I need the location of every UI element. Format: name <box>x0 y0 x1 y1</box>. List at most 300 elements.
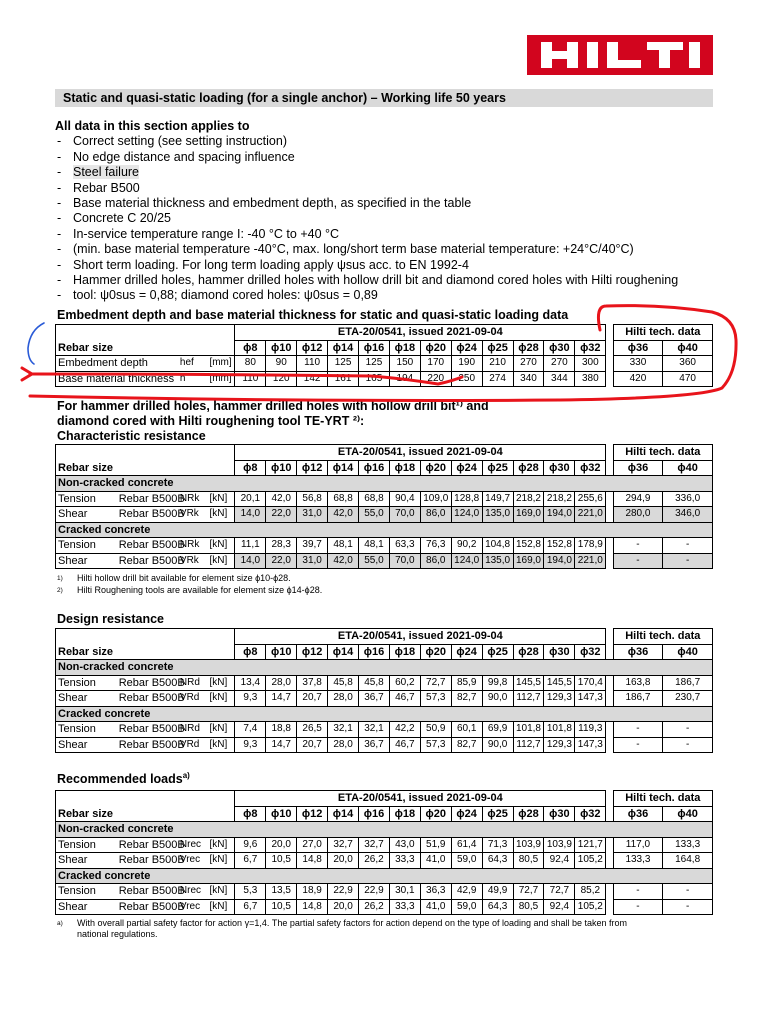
row-label: Base material thickness <box>56 371 178 387</box>
subheader-row <box>56 660 713 676</box>
load-type: Shear <box>56 737 117 753</box>
value-cell: 59,0 <box>451 899 482 915</box>
value-cell: 336,0 <box>663 491 713 507</box>
intro-item: - No edge distance and spacing influence <box>55 150 735 165</box>
spacer <box>606 806 613 822</box>
value-cell: - <box>613 538 663 554</box>
table-row <box>56 675 713 691</box>
hilti-tech-header: Hilti tech. data <box>613 629 712 645</box>
value-cell: 26,2 <box>359 853 390 869</box>
value-cell: 55,0 <box>359 507 390 523</box>
value-cell: 36,7 <box>359 691 390 707</box>
rebar-type: Rebar B500B <box>118 676 185 689</box>
value-cell: 10,5 <box>266 853 297 869</box>
size-header: ϕ18 <box>389 340 420 356</box>
value-cell: 41,0 <box>420 899 451 915</box>
value-cell: - <box>613 722 663 738</box>
symbol: hef <box>178 356 208 372</box>
cracked-label: Cracked concrete <box>56 522 713 538</box>
value-cell: 194,0 <box>544 553 575 569</box>
rebar-type: Rebar B500B <box>118 492 185 505</box>
unit: [mm] <box>207 356 234 372</box>
unit: [kN] <box>207 899 234 915</box>
rebar-type: Rebar B500B <box>118 854 185 867</box>
rebar-size-label: Rebar size <box>56 460 235 476</box>
size-header: ϕ14 <box>328 460 359 476</box>
value-cell: 194,0 <box>544 507 575 523</box>
embedment-table <box>55 324 713 387</box>
size-header: ϕ25 <box>482 340 513 356</box>
spacer <box>606 538 613 554</box>
value-cell: 41,0 <box>420 853 451 869</box>
value-cell: 43,0 <box>389 837 420 853</box>
value-cell: 85,2 <box>575 884 606 900</box>
size-header: ϕ10 <box>266 340 297 356</box>
size-header: ϕ18 <box>389 644 420 660</box>
value-cell: 186,7 <box>663 675 713 691</box>
subheader-row <box>56 476 713 492</box>
non-cracked-label: Non-cracked concrete <box>56 660 713 676</box>
value-cell: 42,0 <box>328 553 359 569</box>
value-cell: 270 <box>513 356 544 372</box>
unit: [kN] <box>207 837 234 853</box>
value-cell: 117,0 <box>613 837 663 853</box>
value-cell: 72,7 <box>513 884 544 900</box>
value-cell: 5,3 <box>235 884 266 900</box>
value-cell: - <box>663 722 713 738</box>
value-cell: 37,8 <box>297 675 328 691</box>
eta-header: ETA-20/0541, issued 2021-09-04 <box>235 445 606 461</box>
spacer <box>606 837 613 853</box>
rebar-type: Rebar B500B <box>118 554 185 567</box>
value-cell: 20,0 <box>328 899 359 915</box>
value-cell: 57,3 <box>420 691 451 707</box>
table-row <box>56 722 713 738</box>
value-cell: 14,7 <box>266 737 297 753</box>
value-cell: 218,2 <box>513 491 544 507</box>
value-cell: 186,7 <box>613 691 663 707</box>
empty-cell <box>56 791 235 807</box>
size-header: ϕ25 <box>482 460 513 476</box>
size-header: ϕ12 <box>297 644 328 660</box>
value-cell: 45,8 <box>359 675 390 691</box>
size-header: ϕ20 <box>420 806 451 822</box>
rebar-type: Rebar B500B <box>118 539 185 552</box>
value-cell: 39,7 <box>297 538 328 554</box>
value-cell: 470 <box>663 371 713 387</box>
value-cell: 230,7 <box>663 691 713 707</box>
value-cell: 42,9 <box>451 884 482 900</box>
size-header: ϕ10 <box>266 460 297 476</box>
table-row <box>56 553 713 569</box>
table-row <box>56 899 713 915</box>
intro-block <box>55 119 735 304</box>
value-cell: 32,1 <box>328 722 359 738</box>
unit: [mm] <box>207 371 234 387</box>
value-cell: 18,9 <box>297 884 328 900</box>
size-header: ϕ32 <box>575 644 606 660</box>
cracked-label: Cracked concrete <box>56 706 713 722</box>
value-cell: 82,7 <box>451 737 482 753</box>
value-cell: 360 <box>663 356 713 372</box>
value-cell: 32,7 <box>328 837 359 853</box>
value-cell: 90,2 <box>451 538 482 554</box>
symbol: VRk <box>178 507 208 523</box>
value-cell: 42,0 <box>266 491 297 507</box>
symbol: NRd <box>178 722 208 738</box>
value-cell: 36,7 <box>359 737 390 753</box>
spacer <box>606 371 613 387</box>
value-cell: 33,3 <box>389 899 420 915</box>
design-title: Design resistance <box>57 612 164 626</box>
value-cell: 145,5 <box>544 675 575 691</box>
rebar-size-row <box>56 806 713 822</box>
value-cell: 133,3 <box>613 853 663 869</box>
value-cell: 218,2 <box>544 491 575 507</box>
value-cell: 169,0 <box>513 553 544 569</box>
size-header: ϕ40 <box>663 806 713 822</box>
value-cell: 112,7 <box>513 691 544 707</box>
value-cell: 161 <box>328 371 359 387</box>
table-row <box>56 507 713 523</box>
unit: [kN] <box>207 675 234 691</box>
value-cell: 31,0 <box>297 553 328 569</box>
value-cell: 194 <box>389 371 420 387</box>
value-cell: 70,0 <box>389 507 420 523</box>
value-cell: 300 <box>575 356 606 372</box>
value-cell: 190 <box>451 356 482 372</box>
value-cell: 30,1 <box>389 884 420 900</box>
unit: [kN] <box>207 553 234 569</box>
value-cell: 119,3 <box>575 722 606 738</box>
value-cell: 133,3 <box>663 837 713 853</box>
symbol: Vrec <box>178 853 208 869</box>
value-cell: 221,0 <box>575 507 606 523</box>
size-header: ϕ28 <box>513 806 544 822</box>
size-header: ϕ8 <box>235 460 266 476</box>
spacer <box>606 553 613 569</box>
value-cell: 14,8 <box>297 853 328 869</box>
size-header: ϕ12 <box>297 460 328 476</box>
value-cell: 135,0 <box>482 507 513 523</box>
value-cell: 32,7 <box>359 837 390 853</box>
value-cell: 380 <box>575 371 606 387</box>
value-cell: 20,0 <box>328 853 359 869</box>
value-cell: 129,3 <box>544 737 575 753</box>
value-cell: 46,7 <box>389 691 420 707</box>
size-header: ϕ40 <box>663 460 713 476</box>
size-header: ϕ32 <box>575 806 606 822</box>
value-cell: 86,0 <box>420 507 451 523</box>
load-type: Tension <box>56 538 117 554</box>
eta-header: ETA-20/0541, issued 2021-09-04 <box>235 791 606 807</box>
rebar-size-row <box>56 460 713 476</box>
value-cell: 294,9 <box>613 491 663 507</box>
subheader-row <box>56 868 713 884</box>
footnote-mark: 2) <box>57 587 63 594</box>
value-cell: 125 <box>328 356 359 372</box>
size-header: ϕ16 <box>359 460 390 476</box>
size-header: ϕ36 <box>613 340 663 356</box>
footnote-a <box>57 918 628 932</box>
value-cell: 68,8 <box>328 491 359 507</box>
size-header: ϕ12 <box>297 340 328 356</box>
rebar-size-row <box>56 644 713 660</box>
value-cell: 120 <box>266 371 297 387</box>
symbol: Vrec <box>178 899 208 915</box>
symbol: h <box>178 371 208 387</box>
load-type: Tension <box>56 675 117 691</box>
value-cell: 124,0 <box>451 507 482 523</box>
size-header: ϕ18 <box>389 806 420 822</box>
blue-ink-arc <box>28 323 44 364</box>
spacer <box>606 507 613 523</box>
value-cell: 7,4 <box>235 722 266 738</box>
spacer <box>606 791 613 807</box>
symbol: VRk <box>178 553 208 569</box>
size-header: ϕ24 <box>451 340 482 356</box>
symbol: NRk <box>178 491 208 507</box>
intro-item <box>55 165 735 180</box>
value-cell: 255,6 <box>575 491 606 507</box>
empty-cell <box>56 445 235 461</box>
value-cell: 42,0 <box>328 507 359 523</box>
value-cell: 13,5 <box>266 884 297 900</box>
intro-item: - Base material thickness and embedment depth, as specified in the table <box>55 196 735 211</box>
value-cell: 56,8 <box>297 491 328 507</box>
value-cell: 150 <box>389 356 420 372</box>
red-arrow <box>22 368 32 380</box>
footnote-mark: 1) <box>57 575 63 582</box>
rebar-type: Rebar B500B <box>118 838 185 851</box>
unit: [kN] <box>207 853 234 869</box>
value-cell: 20,7 <box>297 691 328 707</box>
eta-header-row <box>56 445 713 461</box>
value-cell: 60,1 <box>451 722 482 738</box>
value-cell: 152,8 <box>544 538 575 554</box>
value-cell: 28,3 <box>266 538 297 554</box>
value-cell: 129,3 <box>544 691 575 707</box>
footnote-text: Hilti Roughening tools are available for element size ϕ14-ϕ28. <box>77 585 323 595</box>
size-header: ϕ10 <box>266 806 297 822</box>
value-cell: 72,7 <box>544 884 575 900</box>
table-row <box>56 837 713 853</box>
value-cell: 178,9 <box>575 538 606 554</box>
value-cell: 135,0 <box>482 553 513 569</box>
rebar-type: Rebar B500B <box>118 723 185 736</box>
spacer <box>606 722 613 738</box>
eta-header-row <box>56 629 713 645</box>
value-cell: 250 <box>451 371 482 387</box>
footnote-text: national regulations. <box>77 929 158 939</box>
value-cell: 6,7 <box>235 899 266 915</box>
value-cell: 86,0 <box>420 553 451 569</box>
size-header: ϕ16 <box>359 340 390 356</box>
size-header: ϕ14 <box>328 644 359 660</box>
subheader-row <box>56 706 713 722</box>
load-type: Shear <box>56 899 117 915</box>
rebar-type: Rebar B500B <box>118 900 185 913</box>
value-cell: 147,3 <box>575 737 606 753</box>
intro-heading: All data in this section applies to <box>55 119 250 133</box>
intro-item: - Concrete C 20/25 <box>55 211 735 226</box>
value-cell: 14,8 <box>297 899 328 915</box>
value-cell: 420 <box>613 371 663 387</box>
hilti-logo-mark <box>527 35 713 75</box>
value-cell: 109,0 <box>420 491 451 507</box>
size-header: ϕ36 <box>613 644 663 660</box>
unit: [kN] <box>207 884 234 900</box>
value-cell: 210 <box>482 356 513 372</box>
value-cell: 90,0 <box>482 691 513 707</box>
eta-header-row <box>56 791 713 807</box>
intro-item-continued: - (min. base material temperature -40°C, max. long/short term base material temperature: +24°C/40°C) <box>55 242 735 257</box>
size-header: ϕ30 <box>544 806 575 822</box>
value-cell: 14,7 <box>266 691 297 707</box>
value-cell: 60,2 <box>389 675 420 691</box>
footnote-2 <box>57 585 323 599</box>
symbol: Nrec <box>178 837 208 853</box>
value-cell: 110 <box>235 371 266 387</box>
size-header: ϕ20 <box>420 644 451 660</box>
size-header: ϕ12 <box>297 806 328 822</box>
value-cell: 55,0 <box>359 553 390 569</box>
characteristic-title-1: For hammer drilled holes, hammer drilled holes with hollow drill bit¹⁾ and <box>57 399 489 413</box>
size-header: ϕ36 <box>613 806 663 822</box>
value-cell: 72,7 <box>420 675 451 691</box>
value-cell: 20,0 <box>266 837 297 853</box>
empty-cell <box>56 325 235 341</box>
value-cell: 170 <box>420 356 451 372</box>
size-header: ϕ10 <box>266 644 297 660</box>
intro-item: - In-service temperature range I: -40 °C to +40 °C <box>55 227 735 242</box>
spacer <box>606 356 613 372</box>
value-cell: 105,2 <box>575 853 606 869</box>
value-cell: - <box>613 884 663 900</box>
size-header: ϕ25 <box>482 806 513 822</box>
value-cell: 170,4 <box>575 675 606 691</box>
value-cell: 280,0 <box>613 507 663 523</box>
spacer <box>606 884 613 900</box>
eta-header-row <box>56 325 713 341</box>
value-cell: - <box>663 899 713 915</box>
unit: [kN] <box>207 737 234 753</box>
footnote-text: With overall partial safety factor for action γ=1,4. The partial safety factors for action depend on the type of loading and shall be taken from <box>77 918 628 928</box>
size-header: ϕ16 <box>359 644 390 660</box>
load-type: Shear <box>56 507 117 523</box>
intro-item-continued: - Hammer drilled holes, hammer drilled holes with hollow drill bit and diamond cored holes with Hilti roughening <box>55 273 735 288</box>
size-header: ϕ8 <box>235 806 266 822</box>
row-label: Embedment depth <box>56 356 178 372</box>
value-cell: 142 <box>297 371 328 387</box>
size-header: ϕ28 <box>513 460 544 476</box>
symbol: NRd <box>178 675 208 691</box>
spacer <box>606 737 613 753</box>
spacer <box>606 629 613 645</box>
value-cell: 152,8 <box>513 538 544 554</box>
size-header: ϕ20 <box>420 460 451 476</box>
size-header: ϕ24 <box>451 460 482 476</box>
value-cell: 90,4 <box>389 491 420 507</box>
rebar-type: Rebar B500B <box>118 508 185 521</box>
value-cell: 51,9 <box>420 837 451 853</box>
value-cell: 64,3 <box>482 899 513 915</box>
spacer <box>606 491 613 507</box>
spacer <box>606 340 613 356</box>
size-header: ϕ8 <box>235 340 266 356</box>
spacer <box>606 644 613 660</box>
size-header: ϕ14 <box>328 806 359 822</box>
value-cell: 6,7 <box>235 853 266 869</box>
load-type: Shear <box>56 853 117 869</box>
unit: [kN] <box>207 691 234 707</box>
size-header: ϕ20 <box>420 340 451 356</box>
eta-header: ETA-20/0541, issued 2021-09-04 <box>235 325 606 341</box>
value-cell: - <box>663 538 713 554</box>
table-row <box>56 538 713 554</box>
value-cell: 45,8 <box>328 675 359 691</box>
value-cell: 80 <box>235 356 266 372</box>
size-header: ϕ24 <box>451 644 482 660</box>
symbol: VRd <box>178 691 208 707</box>
design-table <box>55 628 713 753</box>
eta-header: ETA-20/0541, issued 2021-09-04 <box>235 629 606 645</box>
rebar-size-row <box>56 340 713 356</box>
non-cracked-label: Non-cracked concrete <box>56 476 713 492</box>
value-cell: 64,3 <box>482 853 513 869</box>
value-cell: 112,7 <box>513 737 544 753</box>
size-header: ϕ28 <box>513 340 544 356</box>
value-cell: 28,0 <box>328 691 359 707</box>
value-cell: 274 <box>482 371 513 387</box>
value-cell: 14,0 <box>235 553 266 569</box>
subheader-row <box>56 522 713 538</box>
rebar-size-label: Rebar size <box>56 644 235 660</box>
characteristic-table <box>55 444 713 569</box>
cracked-label: Cracked concrete <box>56 868 713 884</box>
value-cell: 69,9 <box>482 722 513 738</box>
spacer <box>606 460 613 476</box>
value-cell: - <box>613 553 663 569</box>
value-cell: 92,4 <box>544 899 575 915</box>
value-cell: 80,5 <box>513 899 544 915</box>
table-row <box>56 691 713 707</box>
table-row <box>56 371 713 387</box>
value-cell: 145,5 <box>513 675 544 691</box>
value-cell: 14,0 <box>235 507 266 523</box>
value-cell: 124,0 <box>451 553 482 569</box>
value-cell: 90 <box>266 356 297 372</box>
table-row <box>56 884 713 900</box>
footnote-mark: a) <box>57 920 63 927</box>
value-cell: 92,4 <box>544 853 575 869</box>
value-cell: 50,9 <box>420 722 451 738</box>
value-cell: 340 <box>513 371 544 387</box>
spacer <box>606 445 613 461</box>
recommended-title-text: Recommended loads <box>57 772 183 787</box>
value-cell: 68,8 <box>359 491 390 507</box>
size-header: ϕ16 <box>359 806 390 822</box>
value-cell: 27,0 <box>297 837 328 853</box>
value-cell: 82,7 <box>451 691 482 707</box>
value-cell: 36,3 <box>420 884 451 900</box>
characteristic-title-2: diamond cored with Hilti roughening tool TE-YRT ²⁾: <box>57 414 365 428</box>
value-cell: 125 <box>359 356 390 372</box>
value-cell: 270 <box>544 356 575 372</box>
table-row <box>56 737 713 753</box>
spacer <box>606 675 613 691</box>
load-type: Shear <box>56 553 117 569</box>
